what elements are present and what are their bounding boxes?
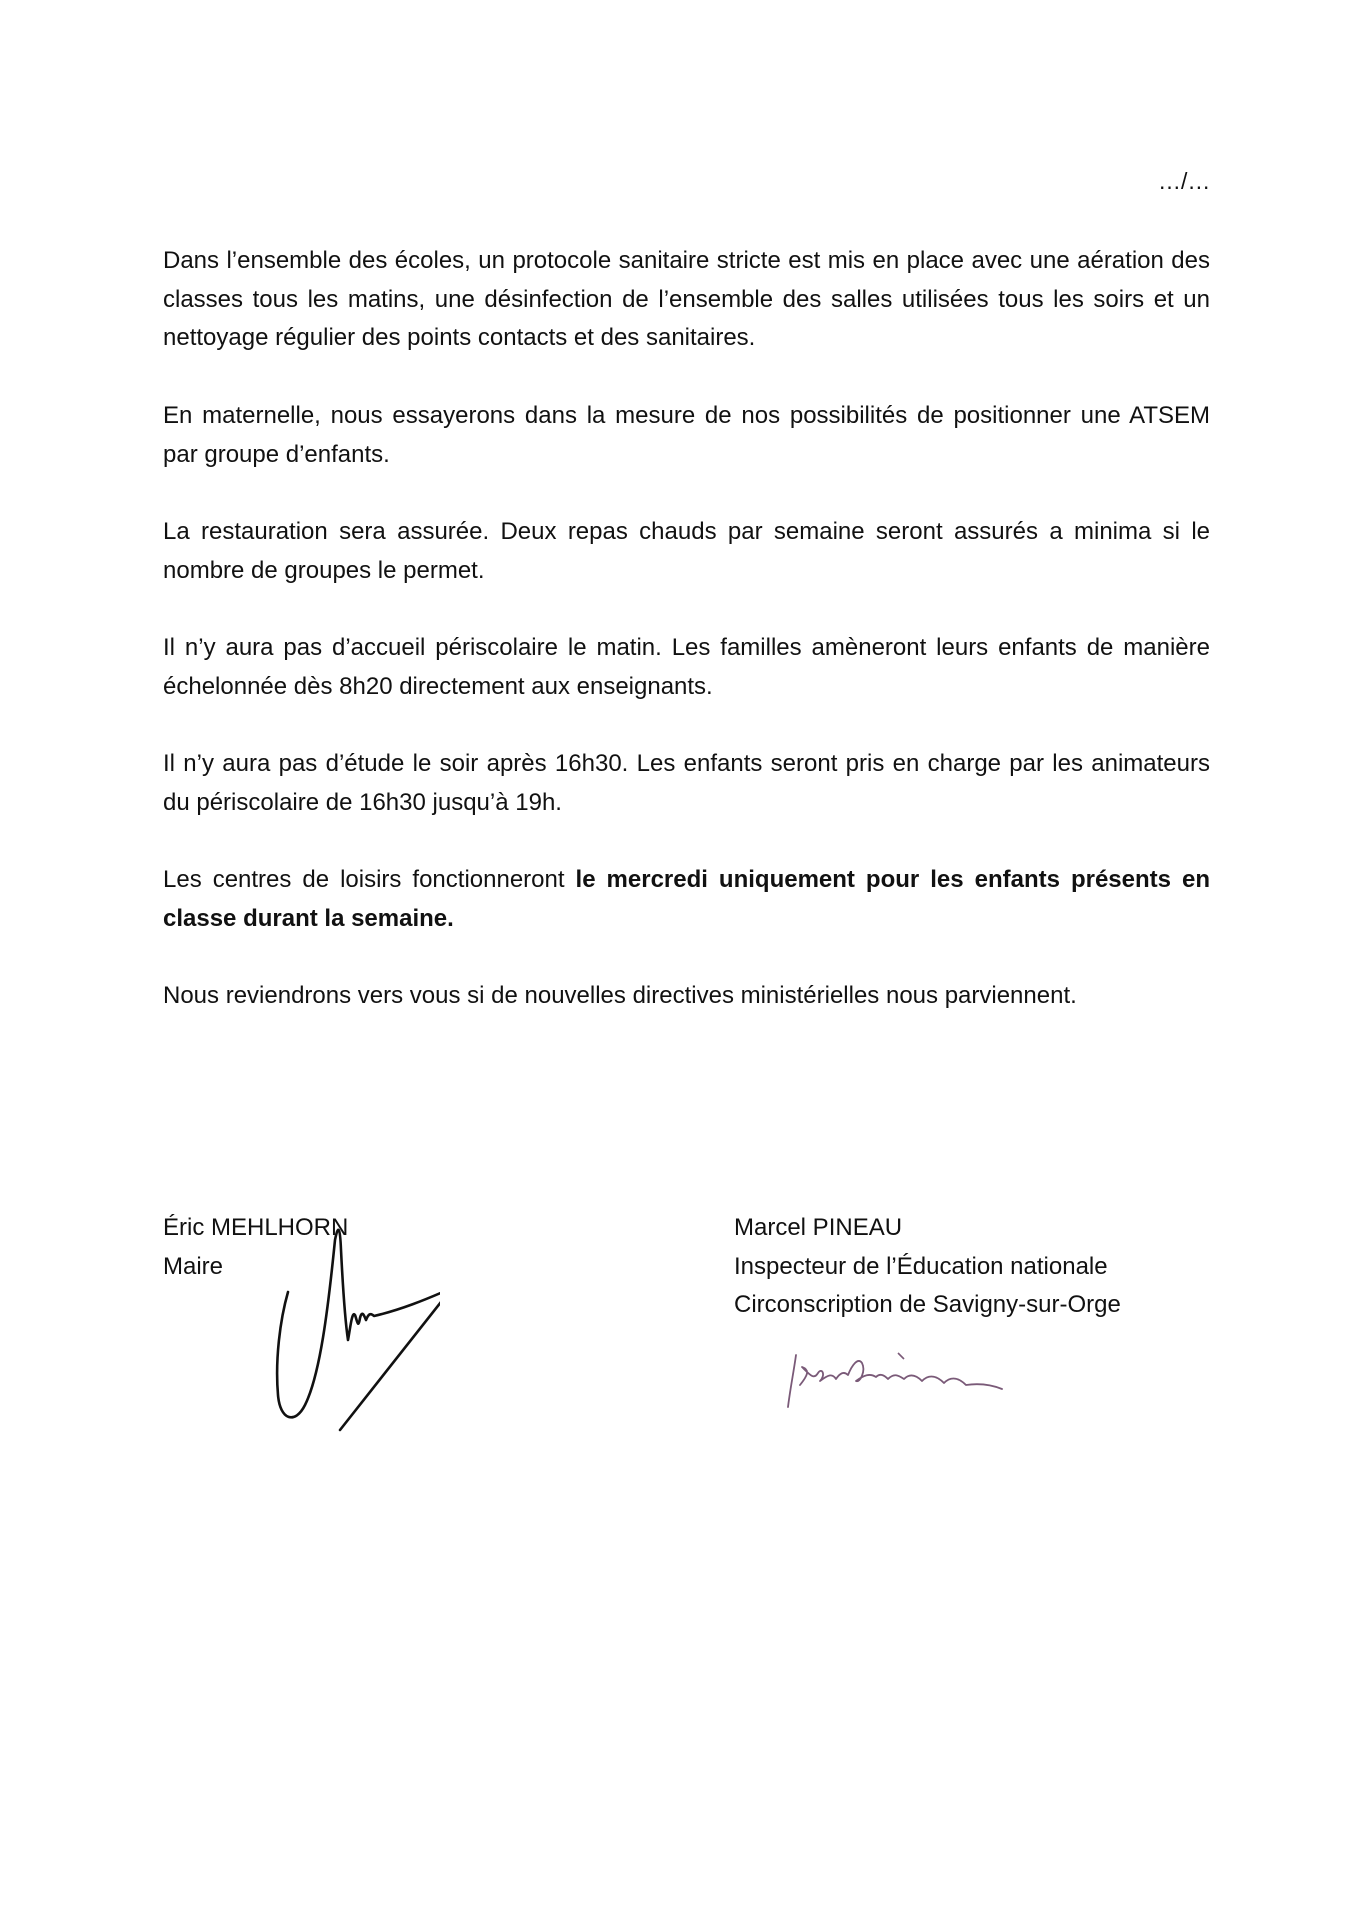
leisure-centers-bold-text: le mercredi uniquement pour les enfants présents en classe durant la semaine.: [163, 866, 1210, 932]
signatory-right: [734, 1209, 1121, 1325]
paragraph-closing: Nous reviendrons vers vous si de nouvelles directives ministérielles nous parviennent.: [163, 982, 1077, 1010]
signatory-office: Circonscription de Savigny-sur-Orge: [734, 1291, 1121, 1318]
page-continuation-marker: …/…: [1158, 168, 1211, 194]
signature-stroke: [277, 1230, 440, 1430]
handwritten-signature-icon: [780, 1345, 1010, 1415]
paragraph-maternelle: En maternelle, nous essayerons dans la mesure de nos possibilités de positionner une ATSEM par groupe d’enfants.: [163, 401, 1210, 468]
signatory-name: Marcel PINEAU: [734, 1214, 903, 1241]
signatory-title: Maire: [163, 1252, 224, 1280]
letter-body: [163, 242, 1210, 1055]
signatory-name: Éric MEHLHORN: [163, 1214, 349, 1241]
signature-stroke: [788, 1355, 1002, 1407]
paragraph-hygiene-protocol: Dans l’ensemble des écoles, un protocole sanitaire stricte est mis en place avec une aération des classes tous les matins, une désinfection de l’ensemble des salles utilisées tous les soirs et un nettoyage régulier des points contacts et des sanitaires.: [163, 247, 1210, 352]
paragraph-morning-care: Il n’y aura pas d’accueil périscolaire le matin. Les familles amèneront leurs enfants de manière échelonnée dès 8h20 directement aux enseignants.: [163, 633, 1210, 700]
leisure-centers-text: Les centres de loisirs fonctionneront: [163, 866, 576, 894]
paragraph-evening-care: Il n’y aura pas d’étude le soir après 16h30. Les enfants seront pris en charge par les animateurs du périscolaire de 16h30 jusqu’à 19h.: [163, 750, 1210, 816]
signatory-title: Inspecteur de l’Éducation nationale: [734, 1252, 1108, 1280]
paragraph-restauration: La restauration sera assurée. Deux repas chauds par semaine seront assurés a minima si le nombre de groupes le permet.: [163, 517, 1210, 584]
paragraph-leisure-centers: [163, 861, 1210, 938]
signature-accent: [898, 1353, 904, 1359]
handwritten-signature-icon: [240, 1220, 440, 1440]
